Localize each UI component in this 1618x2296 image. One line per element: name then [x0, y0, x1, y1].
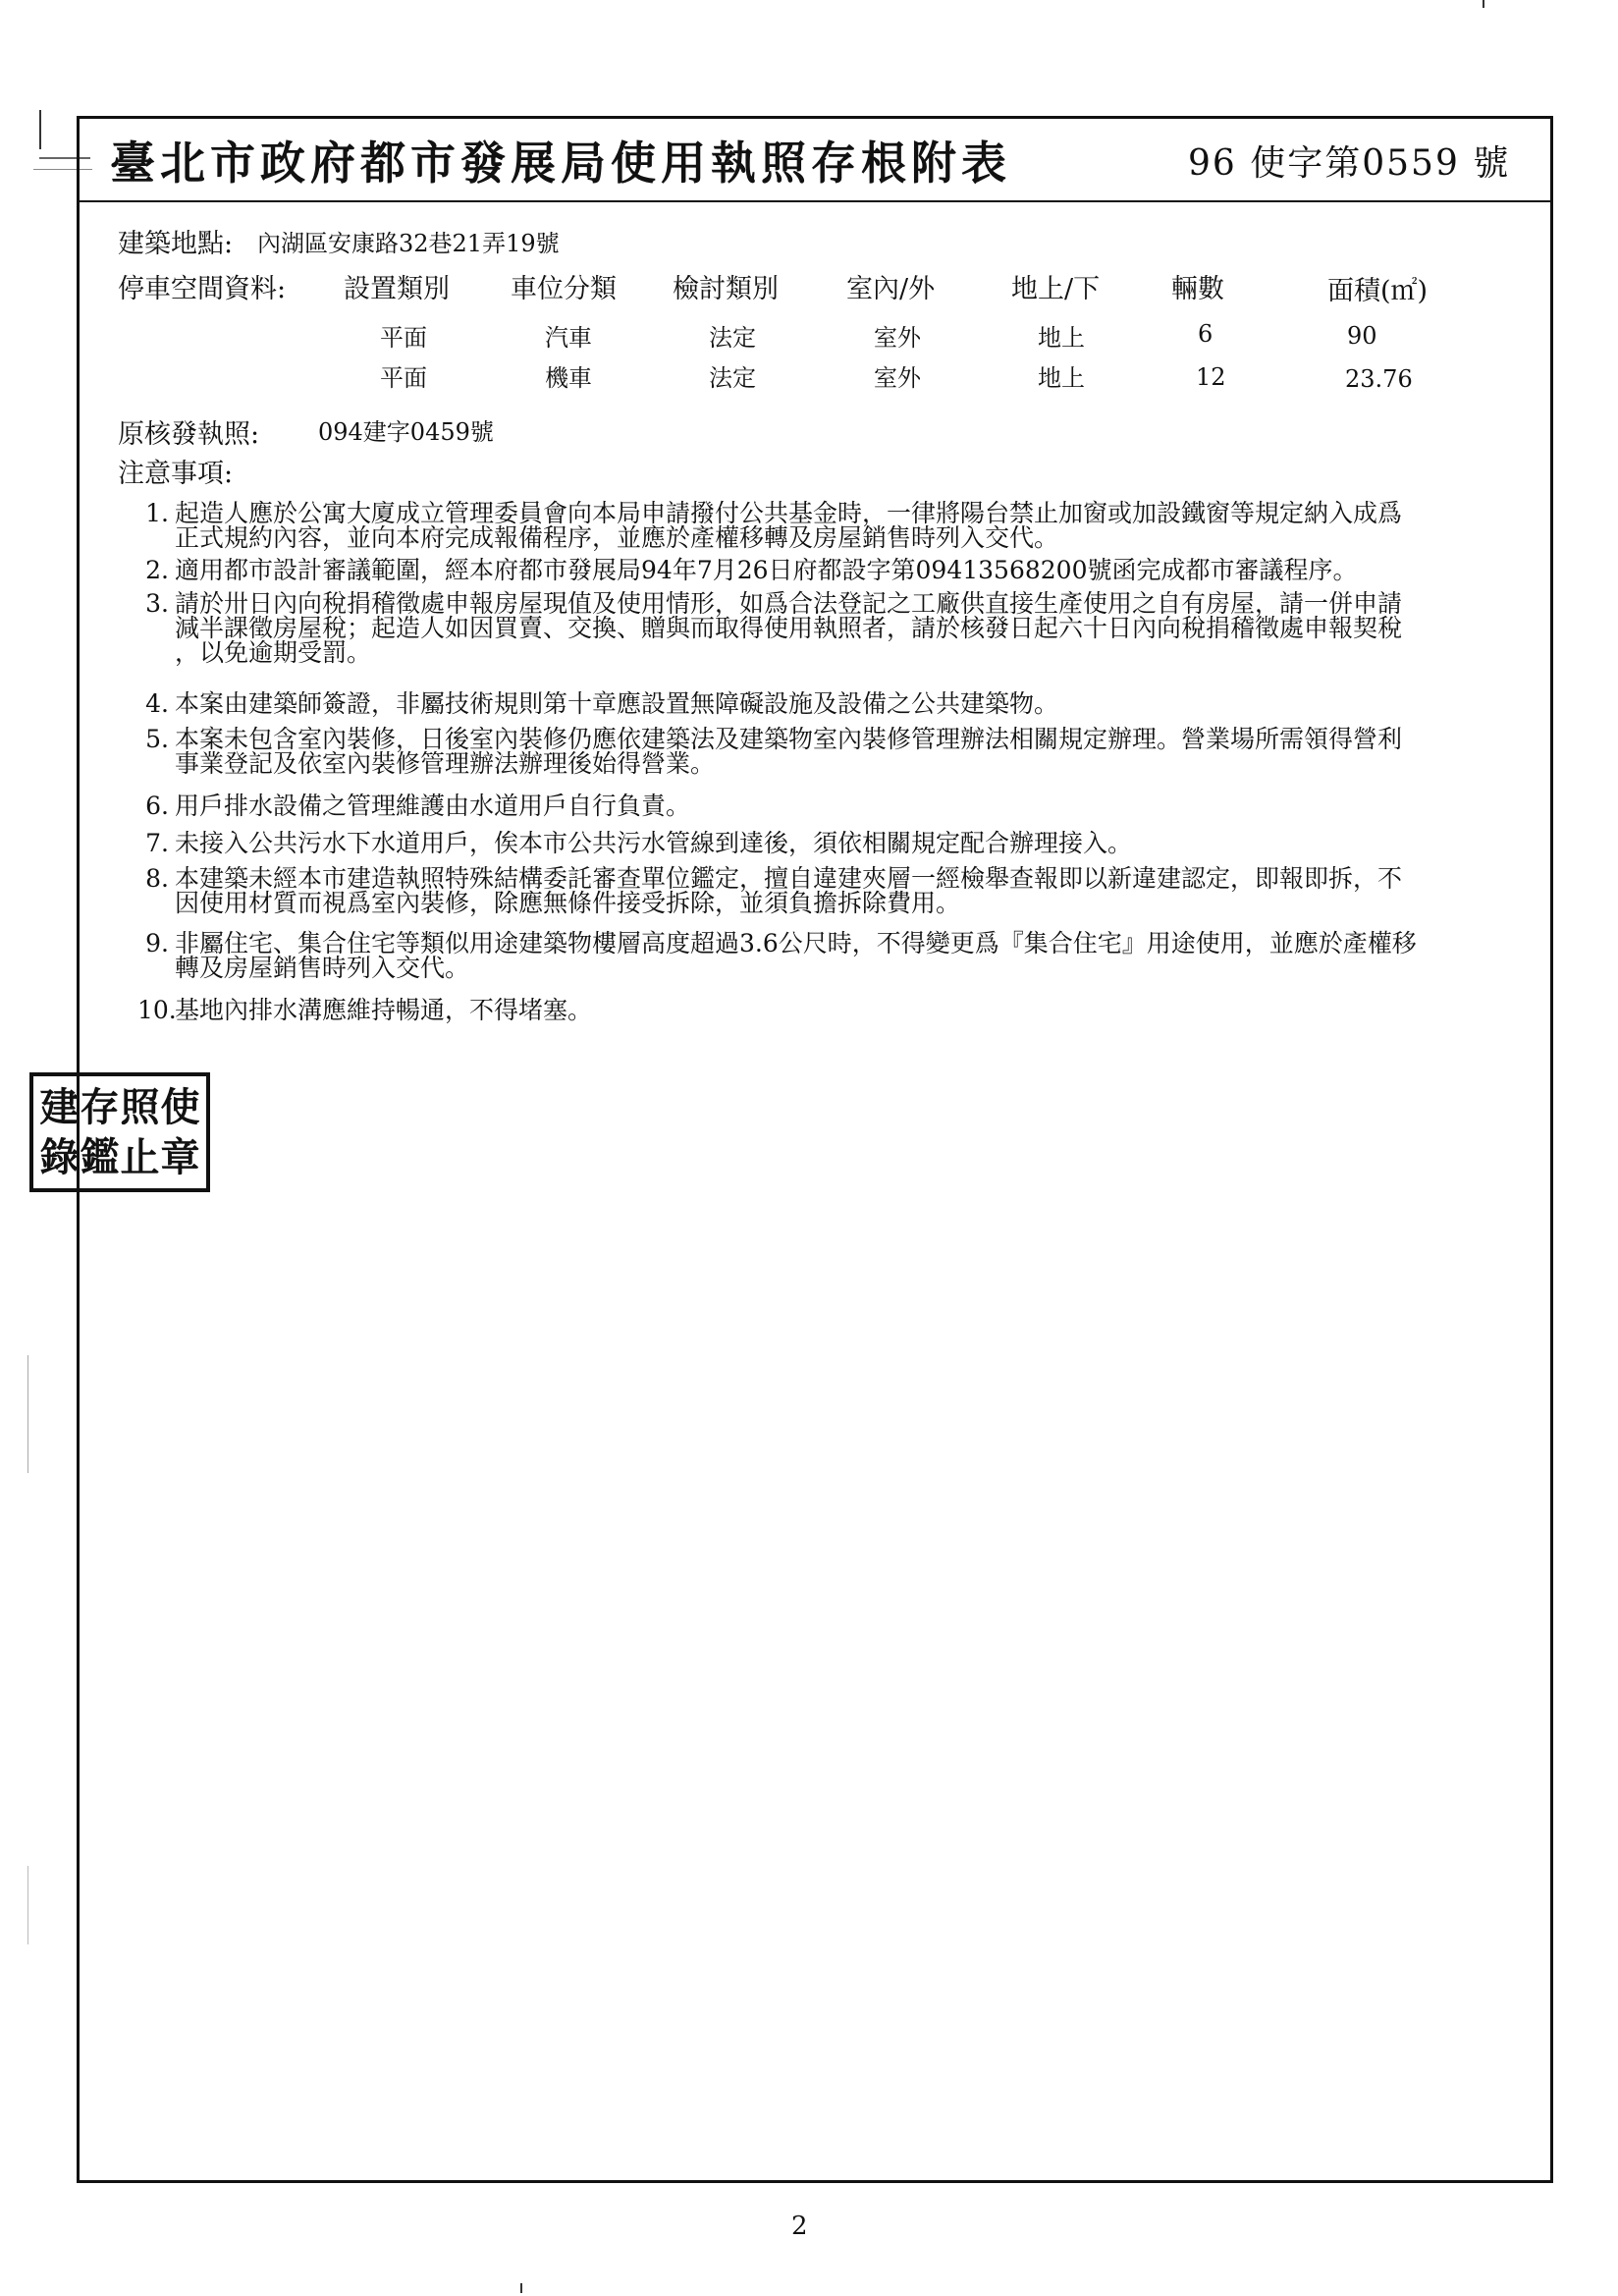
- seal-char: 使: [160, 1084, 200, 1130]
- notice-text: [175, 727, 1530, 776]
- notice-text: [175, 793, 1530, 818]
- notice-line: 請於卅日內向稅捐稽徵處申報房屋現值及使用情形，如爲合法登記之工廠供直接生產使用之自有房屋，請一併申請: [175, 589, 1403, 618]
- notice-text: [175, 831, 1530, 855]
- parking-cell: 法定: [709, 324, 756, 352]
- notice-line: 本案由建築師簽證，非屬技術規則第十章應設置無障礙設施及設備之公共建築物。: [175, 689, 1059, 718]
- parking-cell: 12: [1196, 363, 1226, 391]
- notice-line: 非屬住宅、集合住宅等類似用途建築物樓層高度超過3.6公尺時，不得變更爲『集合住宅』用途使用，並應於產權移: [175, 929, 1417, 957]
- seal-char: 止: [120, 1134, 160, 1180]
- notice-text: [175, 691, 1530, 716]
- parking-label: 停車空間資料:: [118, 274, 287, 304]
- notice-line: 轉及房屋銷售時列入交代。: [175, 954, 470, 982]
- header-divider: [77, 200, 1553, 202]
- parking-header: 設置類別: [344, 274, 450, 304]
- parking-cell: 汽車: [545, 324, 592, 352]
- parking-header: 室內/外: [846, 274, 936, 304]
- notice-number: 4.: [145, 689, 169, 718]
- notice-text: [175, 591, 1530, 665]
- official-seal: [29, 1072, 210, 1192]
- scan-mark: [1483, 0, 1484, 8]
- notice-line: 事業登記及依室內裝修管理辦法辦理後始得營業。: [175, 749, 716, 778]
- notice-number: 2.: [145, 556, 169, 584]
- notice-line: 起造人應於公寓大廈成立管理委員會向本局申請撥付公共基金時，一律將陽台禁止加窗或加設鐵窗等規定納入成爲: [175, 499, 1403, 527]
- parking-header: 檢討類別: [673, 274, 779, 304]
- notice-text: [175, 558, 1530, 582]
- parking-cell: 室外: [874, 364, 921, 392]
- parking-cell: 地上: [1038, 364, 1085, 392]
- parking-cell: 平面: [380, 324, 427, 352]
- seal-char: 照: [120, 1084, 160, 1130]
- notice-number: 7.: [145, 829, 169, 857]
- parking-cell: 機車: [545, 364, 592, 392]
- parking-cell: 23.76: [1345, 365, 1413, 393]
- notice-number: 1.: [145, 499, 169, 527]
- notice-text: [175, 998, 1530, 1022]
- seal-char: 鑑: [80, 1134, 120, 1180]
- parking-cell: 室外: [874, 324, 921, 352]
- notice-text: [175, 501, 1530, 550]
- notice-number: 9.: [145, 929, 169, 957]
- notice-line: 用戶排水設備之管理維護由水道用戶自行負責。: [175, 792, 691, 820]
- site-address: 內湖區安康路32巷21弄19號: [257, 230, 560, 257]
- notice-line: 適用都市設計審議範圍，經本府都市發展局94年7月26日府都設字第09413568200號函完成都市審議程序。: [175, 556, 1358, 584]
- scan-mark: [520, 2283, 522, 2293]
- notice-number: 5.: [145, 725, 169, 753]
- seal-char: 章: [160, 1134, 200, 1180]
- notice-line: 因使用材質而視爲室內裝修，除應無條件接受拆除，並須負擔拆除費用。: [175, 889, 961, 917]
- notice-number: 10.: [137, 996, 177, 1024]
- notice-line: 基地內排水溝應維持暢通，不得堵塞。: [175, 996, 593, 1024]
- notice-number: 3.: [145, 589, 169, 618]
- parking-header: 面積(㎡): [1327, 276, 1429, 306]
- seal-char: 錄: [39, 1134, 80, 1180]
- permit-number: 96 使字第0559 號: [1188, 143, 1511, 184]
- parking-cell: 平面: [380, 364, 427, 392]
- scan-mark: [39, 110, 41, 149]
- notice-line: 本案未包含室內裝修，日後室內裝修仍應依建築法及建築物室內裝修管理辦法相關規定辦理。營業場所需領得營利: [175, 725, 1403, 753]
- scan-mark: [27, 1355, 28, 1473]
- parking-cell: 90: [1347, 322, 1377, 350]
- notice-line: 未接入公共污水下水道用戶，俟本市公共污水管線到達後，須依相關規定配合辦理接入。: [175, 829, 1133, 857]
- site-label: 建築地點:: [118, 229, 234, 259]
- seal-glyphs: [39, 1082, 200, 1182]
- notice-line: 本建築未經本市建造執照特殊結構委託審查單位鑑定，擅自違建夾層一經檢舉查報即以新違建認定，即報即拆，不: [175, 864, 1403, 893]
- seal-char: 存: [80, 1084, 120, 1130]
- notice-number: 8.: [145, 864, 169, 893]
- notice-line: 減半課徵房屋稅；起造人如因買賣、交換、贈與而取得使用執照者，請於核發日起六十日內向稅捐稽徵處申報契稅: [175, 614, 1403, 642]
- parking-header: 地上/下: [1011, 274, 1101, 304]
- notes-heading: 注意事項:: [118, 459, 234, 489]
- document-title: 臺北市政府都市發展局使用執照存根附表: [110, 137, 1011, 190]
- notice-number: 6.: [145, 792, 169, 820]
- parking-cell: 6: [1198, 320, 1214, 348]
- parking-header: 輛數: [1171, 274, 1224, 304]
- original-license-value: 094建字0459號: [318, 418, 494, 446]
- parking-header: 車位分類: [511, 274, 617, 304]
- notice-text: [175, 866, 1530, 915]
- notice-line: 正式規約內容，並向本府完成報備程序，並應於產權移轉及房屋銷售時列入交代。: [175, 523, 1059, 552]
- parking-cell: 法定: [709, 364, 756, 392]
- page-number: 2: [791, 2212, 808, 2241]
- form-border: [77, 116, 1553, 2183]
- notice-line: ，以免逾期受罰。: [175, 638, 372, 667]
- parking-cell: 地上: [1038, 324, 1085, 352]
- notice-text: [175, 931, 1530, 980]
- scan-mark: [27, 1866, 28, 1944]
- seal-char: 建: [39, 1084, 80, 1130]
- original-license-label: 原核發執照:: [118, 419, 260, 450]
